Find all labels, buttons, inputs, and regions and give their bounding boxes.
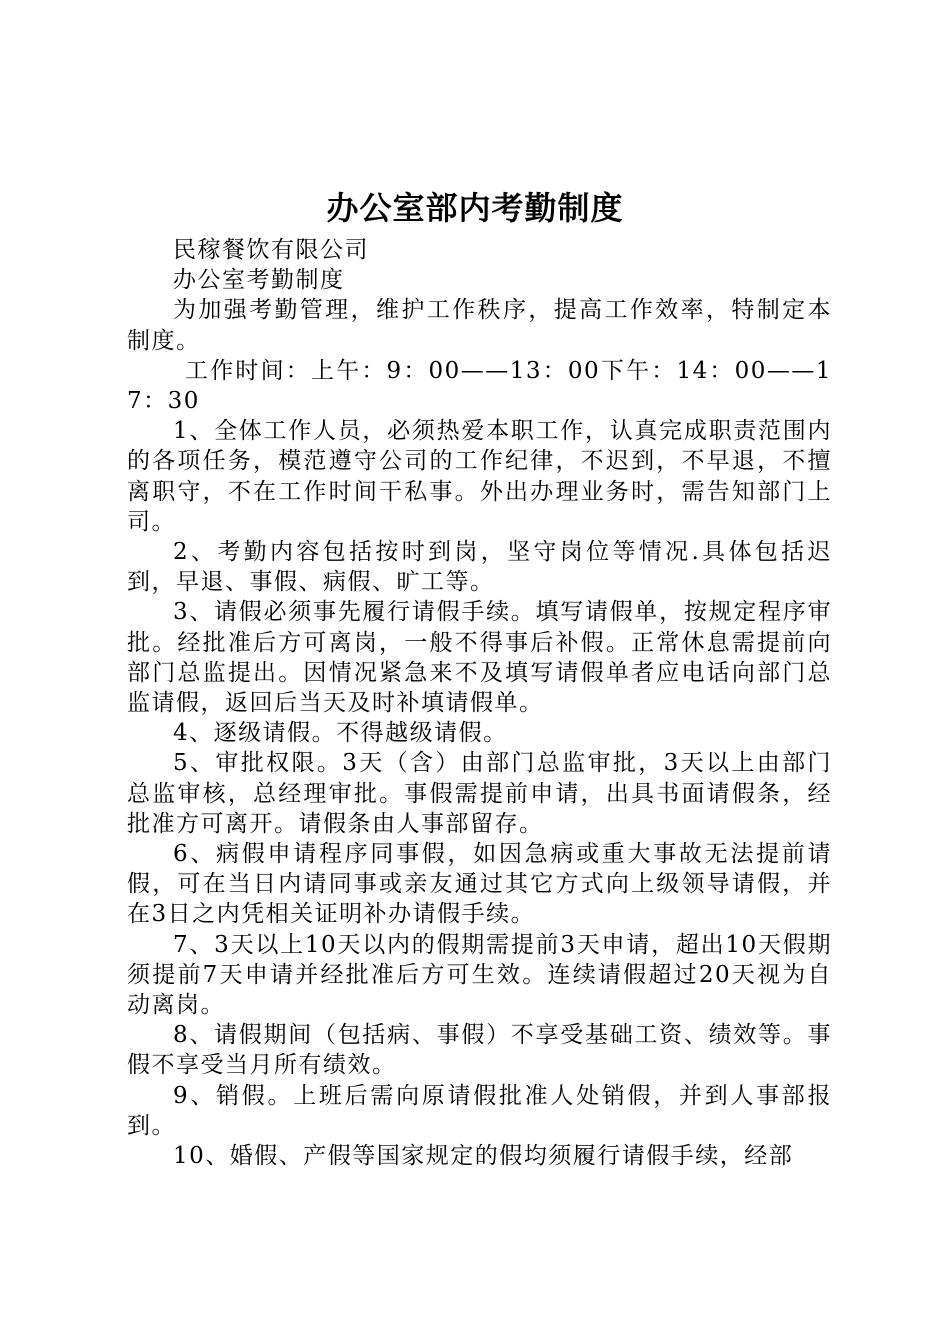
rule-item-3: 3、请假必须事先履行请假手续。填写请假单，按规定程序审批。经批准后方可离岗，一般不得事后补假。正常休息需提前向部门总监提出。因情况紧急来不及填写请假单者应电话向部门总监请假，返回后当天及时补填请假单。	[127, 599, 832, 717]
document-title: 办公室部内考勤制度	[326, 189, 624, 227]
rule-item-9: 9、销假。上班后需向原请假批准人处销假，并到人事部报到。	[127, 1082, 832, 1139]
work-hours-paragraph: 工作时间：上午：9：00——13：00下午：14：00——17：30	[127, 357, 832, 415]
rule-item-2: 2、考勤内容包括按时到岗，坚守岗位等情况.具体包括迟到，早退、事假、病假、旷工等。	[127, 539, 832, 596]
rule-item-8: 8、请假期间（包括病、事假）不享受基础工资、绩效等。事假不享受当月所有绩效。	[127, 1022, 832, 1079]
rule-item-4: 4、逐级请假。不得越级请假。	[173, 720, 508, 747]
company-name: 民稼餐饮有限公司	[173, 237, 369, 263]
document-body	[127, 235, 832, 1171]
rule-item-7: 7、3天以上10天以内的假期需提前3天申请，超出10天假期须提前7天申请并经批准后方可生效。连续请假超过20天视为自动离岗。	[127, 931, 832, 1019]
rule-item-1: 1、全体工作人员，必须热爱本职工作，认真完成职责范围内的各项任务，模范遵守公司的工作纪律，不迟到，不早退，不擅离职守，不在工作时间干私事。外出办理业务时，需告知部门上司。	[127, 418, 832, 535]
rule-item-10: 10、婚假、产假等国家规定的假均须履行请假手续，经部	[173, 1143, 794, 1170]
subtitle: 办公室考勤制度	[173, 267, 345, 294]
intro-paragraph: 为加强考勤管理，维护工作秩序，提高工作效率，特制定本制度。	[127, 297, 832, 354]
rule-item-5: 5、审批权限。3天（含）由部门总监审批，3天以上由部门总监审核，总经理审批。事假需提前申请，出具书面请假条，经批准方可离开。请假条由人事部留存。	[127, 750, 832, 837]
rule-item-6: 6、病假申请程序同事假，如因急病或重大事故无法提前请假，可在当日内请同事或亲友通过其它方式向上级领导请假，并在3日之内凭相关证明补办请假手续。	[127, 841, 832, 928]
